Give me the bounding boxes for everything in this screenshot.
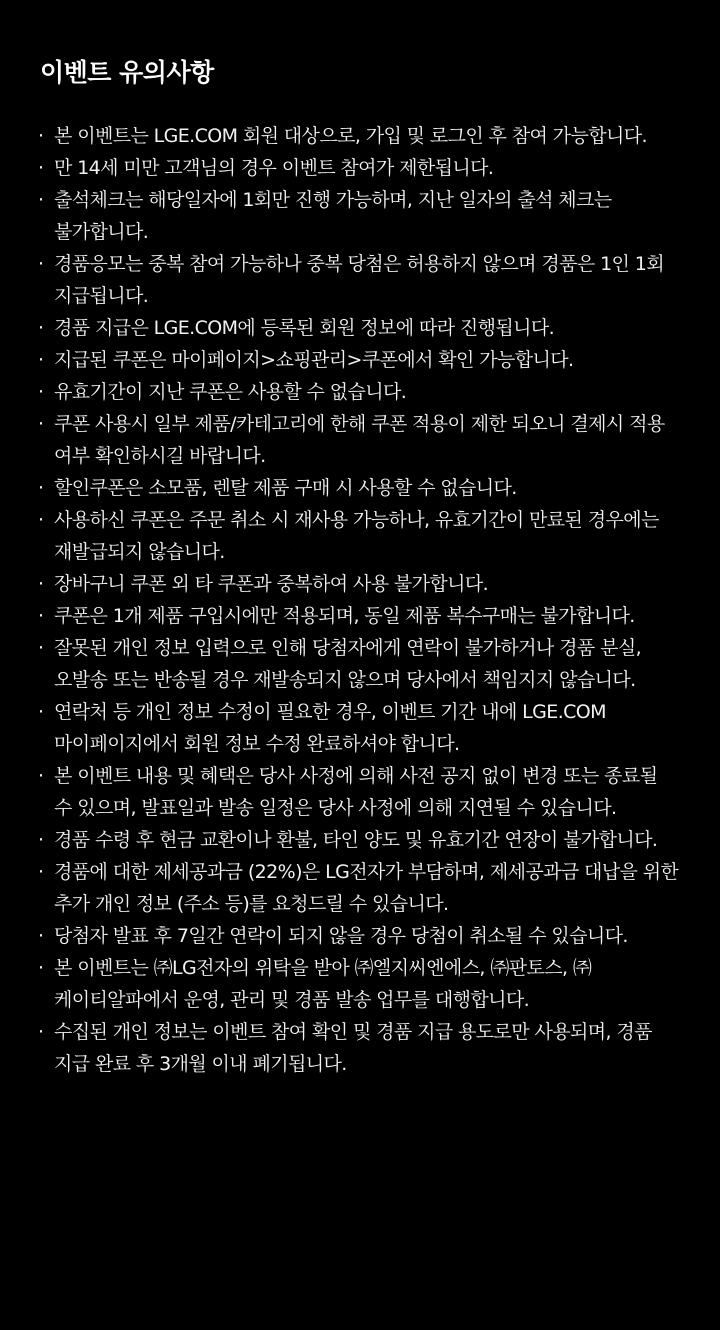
list-item: · 본 이벤트 내용 및 혜택은 당사 사정에 의해 사전 공지 없이 변경 또는 종료될 수 있으며, 발표일과 발송 일정은 당사 사정에 의해 지연될 수 있습니다. — [40, 760, 680, 824]
list-item: · 본 이벤트는 LGE.COM 회원 대상으로, 가입 및 로그인 후 참여 가능합니다. — [40, 120, 680, 152]
list-item: · 유효기간이 지난 쿠폰은 사용할 수 없습니다. — [40, 376, 680, 408]
list-item: · 할인쿠폰은 소모품, 렌탈 제품 구매 시 사용할 수 없습니다. — [40, 472, 680, 504]
list-item: · 지급된 쿠폰은 마이페이지>쇼핑관리>쿠폰에서 확인 가능합니다. — [40, 344, 680, 376]
list-item: · 장바구니 쿠폰 외 타 쿠폰과 중복하여 사용 불가합니다. — [40, 568, 680, 600]
list-item: · 경품응모는 중복 참여 가능하나 중복 당첨은 허용하지 않으며 경품은 1인 1회 지급됩니다. — [40, 248, 680, 312]
list-item: · 잘못된 개인 정보 입력으로 인해 당첨자에게 연락이 불가하거나 경품 분실, 오발송 또는 반송될 경우 재발송되지 않으며 당사에서 책임지지 않습니다. — [40, 632, 680, 696]
list-item: · 사용하신 쿠폰은 주문 취소 시 재사용 가능하나, 유효기간이 만료된 경우에는 재발급되지 않습니다. — [40, 504, 680, 568]
page-title: 이벤트 유의사항 — [40, 58, 214, 87]
list-item: · 당첨자 발표 후 7일간 연락이 되지 않을 경우 당첨이 취소될 수 있습니다. — [40, 920, 680, 952]
list-item: · 쿠폰은 1개 제품 구입시에만 적용되며, 동일 제품 복수구매는 불가합니다. — [40, 600, 680, 632]
notice-list — [40, 120, 680, 1080]
list-item: · 경품 수령 후 현금 교환이나 환불, 타인 양도 및 유효기간 연장이 불가합니다. — [40, 824, 680, 856]
list-item: · 쿠폰 사용시 일부 제품/카테고리에 한해 쿠폰 적용이 제한 되오니 결제시 적용 여부 확인하시길 바랍니다. — [40, 408, 680, 472]
list-item: · 경품에 대한 제세공과금 (22%)은 LG전자가 부담하며, 제세공과금 대납을 위한 추가 개인 정보 (주소 등)를 요청드릴 수 있습니다. — [40, 856, 680, 920]
list-item: · 본 이벤트는 ㈜LG전자의 위탁을 받아 ㈜엘지씨엔에스, ㈜판토스, ㈜케이티알파에서 운영, 관리 및 경품 발송 업무를 대행합니다. — [40, 952, 680, 1016]
list-item: · 출석체크는 해당일자에 1회만 진행 가능하며, 지난 일자의 출석 체크는 불가합니다. — [40, 184, 680, 248]
list-item: · 만 14세 미만 고객님의 경우 이벤트 참여가 제한됩니다. — [40, 152, 680, 184]
list-item: · 수집된 개인 정보는 이벤트 참여 확인 및 경품 지급 용도로만 사용되며, 경품 지급 완료 후 3개월 이내 폐기됩니다. — [40, 1016, 680, 1080]
list-item: · 경품 지급은 LGE.COM에 등록된 회원 정보에 따라 진행됩니다. — [40, 312, 680, 344]
list-item: · 연락처 등 개인 정보 수정이 필요한 경우, 이벤트 기간 내에 LGE.COM 마이페이지에서 회원 정보 수정 완료하셔야 합니다. — [40, 696, 680, 760]
